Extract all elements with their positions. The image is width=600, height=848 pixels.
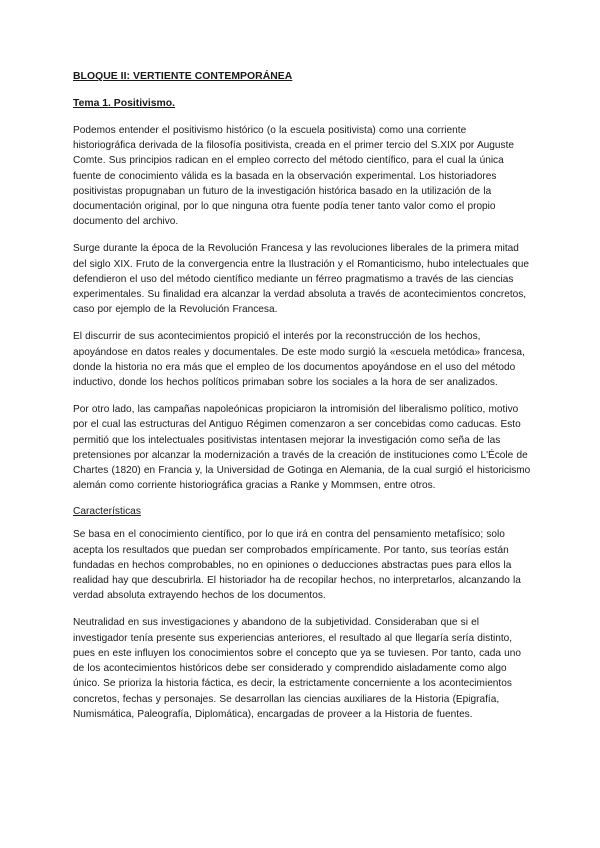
topic-title: Tema 1. Positivismo.: [73, 98, 176, 109]
characteristics-heading: Características: [73, 506, 141, 518]
block-title: BLOQUE II: VERTIENTE CONTEMPORÁNEA: [73, 71, 293, 82]
intro-paragraph: Podemos entender el positivismo histórico (o la escuela positivista) como una corriente historiográfica derivada de la filosofía positivista, creada en el primer tercio del S.XIX por Auguste Comte. Sus principios radican en el empleo correcto del método científico, para el cual la única fuente de conocimiento válida es la basada en la observación experimental. Los historiadores positivistas propugnaban un futuro de la investigación histórica basado en la utilización de la documentación original, por lo que ninguna otra fuente podía tener tanto valor como el propio documento del archivo.: [73, 125, 514, 228]
document-page: [73, 70, 531, 734]
characteristics-paragraph: Se basa en el conocimiento científico, por lo que irá en contra del pensamiento metafísico; solo acepta los resultados que puedan ser comprobados empíricamente. Por tanto, sus teorías están fundadas en hechos comprobables, no en opiniones o deducciones abstractas pues para ellos la realidad hay que descubrirla. El historiador ha de recopilar hechos, no interpretarlos, alcanzando la verdad absoluta extrayendo hechos de los documentos.: [73, 529, 521, 602]
characteristics-paragraph: Neutralidad en sus investigaciones y abandono de la subjetividad. Consideraban que si el investigador tenía presente sus experiencias anteriores, el resultado al que llegaría sería distinto, pues en este influyen los conocimientos sobre el concepto que ya se tuviesen. Por tanto, cada uno de los acontecimientos históricos debe ser considerado y comprendido aisladamente como algo único. Se prioriza la historia fáctica, es decir, la estrictamente concerniente a los acontecimientos concretos, fechas y personajes. Se desarrollan las ciencias auxiliares de la Historia (Epigrafía, Numismática, Paleografía, Diplomática), encargadas de proveer a la Historia de fuentes.: [73, 617, 522, 720]
intro-paragraph: El discurrir de sus acontecimientos propició el interés por la reconstrucción de los hechos, apoyándose en datos reales y documentales. De este modo surgió la «escuela metódica» francesa, donde la historia no era más que el empleo de los documentos apoyándose en el uso del método inductivo, donde los hechos políticos primaban sobre los sociales a la hora de ser analizados.: [73, 331, 525, 389]
intro-paragraph: Surge durante la época de la Revolución Francesa y las revoluciones liberales de la primera mitad del siglo XIX. Fruto de la convergencia entre la Ilustración y el Romanticismo, hubo intelectuales que defendieron el uso del método científico mediante un férreo pragmatismo a través de las ciencias experimentales. Su finalidad era alcanzar la verdad absoluta a través de acontecimientos concretos, caso por ejemplo de la Revolución Francesa.: [73, 243, 529, 316]
intro-paragraph: Por otro lado, las campañas napoleónicas propiciaron la intromisión del liberalismo político, motivo por el cual las estructuras del Antiguo Régimen comenzaron a ser concebidas como caducas. Esto permitió que los intelectuales positivistas intentasen mejorar la investigación como seña de las pretensiones por alcanzar la modernización a través de la creación de instituciones como L'École de Chartes (1820) en Francia y, la Universidad de Gotinga en Alemania, de la cual surgió el historicismo alemán como corriente historiográfica gracias a Ranke y Mommsen, entre otros.: [73, 404, 531, 492]
